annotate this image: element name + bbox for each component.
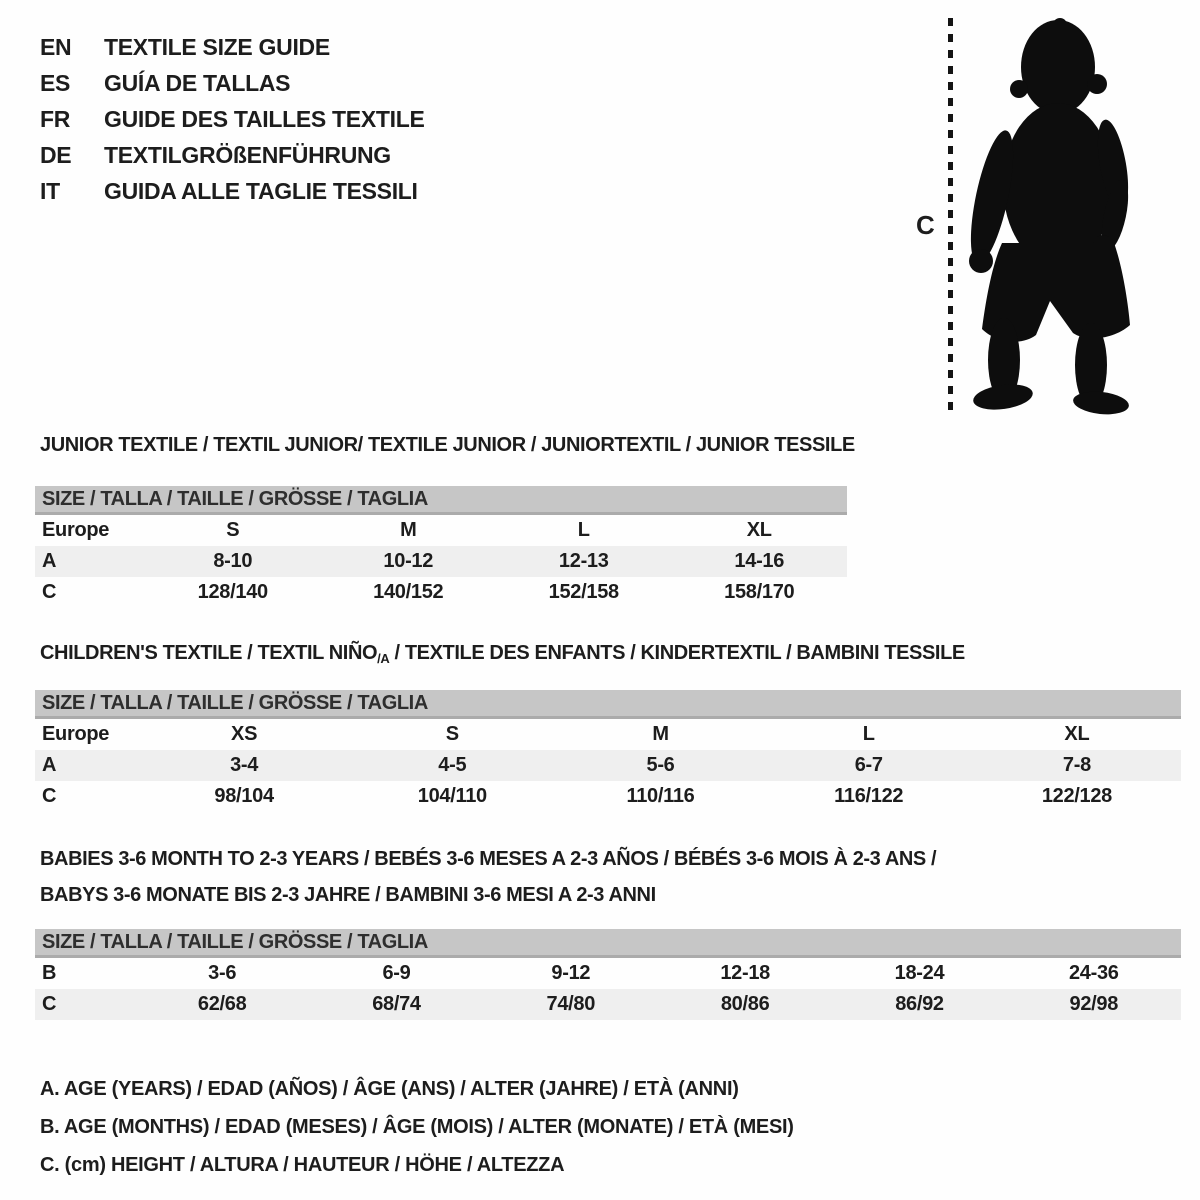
- table-cell: 116/122: [834, 785, 904, 807]
- lang-row-en: [40, 29, 425, 65]
- row-label: A: [42, 550, 57, 572]
- table-cell: 6-7: [854, 754, 883, 776]
- table-cell: 3-4: [230, 754, 259, 776]
- table-cell: M: [652, 723, 669, 745]
- table-cell: 12-13: [558, 550, 609, 572]
- lang-row-it: [40, 173, 425, 209]
- babies-size-table: [35, 929, 1181, 1020]
- row-label: C: [42, 785, 57, 807]
- table-cell: 110/116: [626, 785, 695, 807]
- legend-line-a: A. AGE (YEARS) / EDAD (AÑOS) / ÂGE (ANS) / ALTER (JAHRE) / ETÀ (ANNI): [40, 1078, 739, 1100]
- table-cell: 3-6: [208, 962, 237, 984]
- measurement-legend: [40, 1070, 794, 1184]
- lang-title: TEXTILGRÖßENFÜHRUNG: [104, 141, 391, 168]
- baby-silhouette-icon: [962, 14, 1137, 416]
- table-cell: M: [400, 519, 417, 541]
- row-label: C: [42, 993, 57, 1015]
- table-row-height: [35, 577, 847, 608]
- lang-title: GUIDE DES TAILLES TEXTILE: [104, 105, 425, 132]
- table-cell: 8-10: [213, 550, 253, 572]
- table-cell: 14-16: [734, 550, 785, 572]
- table-cell: 12-18: [720, 962, 770, 984]
- table-cell: XL: [1064, 723, 1090, 745]
- table-cell: 128/140: [197, 581, 268, 603]
- section-title-junior: JUNIOR TEXTILE / TEXTIL JUNIOR/ TEXTILE JUNIOR / JUNIORTEXTIL / JUNIOR TESSILE: [40, 434, 855, 456]
- language-title-block: [40, 29, 425, 209]
- lang-title: GUIDA ALLE TAGLIE TESSILI: [104, 177, 418, 204]
- row-label: Europe: [42, 723, 110, 745]
- table-cell: 74/80: [546, 993, 596, 1015]
- table-row-height: [35, 989, 1181, 1020]
- table-cell: 6-9: [382, 962, 411, 984]
- table-row-age: [35, 546, 847, 577]
- children-size-table: [35, 690, 1181, 812]
- section-title-children: [40, 642, 965, 666]
- table-cell: 9-12: [551, 962, 591, 984]
- section-title-babies-line1: BABIES 3-6 MONTH TO 2-3 YEARS / BEBÉS 3-6 MESES A 2-3 AÑOS / BÉBÉS 3-6 MOIS À 2-3 ANS /: [40, 848, 937, 870]
- table-row-height: [35, 781, 1181, 812]
- row-label: A: [42, 754, 57, 776]
- row-label: C: [42, 581, 57, 603]
- table-cell: 10-12: [383, 550, 434, 572]
- lang-title: TEXTILE SIZE GUIDE: [104, 33, 330, 60]
- table-cell: 122/128: [1041, 785, 1113, 807]
- lang-code: IT: [40, 177, 60, 204]
- table-row-months: [35, 958, 1181, 989]
- lang-row-es: [40, 65, 425, 101]
- table-cell: 24-36: [1068, 962, 1119, 984]
- table-cell: 86/92: [895, 993, 944, 1015]
- lang-code: FR: [40, 105, 71, 132]
- legend-line-b: B. AGE (MONTHS) / EDAD (MESES) / ÂGE (MOIS) / ALTER (MONATE) / ETÀ (MESI): [40, 1116, 794, 1138]
- junior-size-table: [35, 486, 847, 608]
- lang-row-fr: [40, 101, 425, 137]
- table-header: SIZE / TALLA / TAILLE / GRÖSSE / TAGLIA: [35, 929, 1181, 958]
- table-cell: 7-8: [1062, 754, 1091, 776]
- legend-line-c: C. (cm) HEIGHT / ALTURA / HAUTEUR / HÖHE / ALTEZZA: [40, 1154, 565, 1176]
- table-cell: L: [577, 519, 590, 541]
- table-cell: 158/170: [724, 581, 795, 603]
- table-cell: XS: [231, 723, 258, 745]
- table-cell: XL: [746, 519, 772, 541]
- lang-title: GUÍA DE TALLAS: [104, 69, 291, 96]
- table-row-europe: [35, 515, 847, 546]
- table-cell: 152/158: [548, 581, 619, 603]
- table-cell: 62/68: [197, 993, 247, 1015]
- table-cell: S: [445, 723, 459, 745]
- row-label: B: [42, 962, 57, 984]
- table-cell: 98/104: [214, 785, 274, 807]
- table-cell: 4-5: [438, 754, 467, 776]
- title-part: / TEXTILE DES ENFANTS / KINDERTEXTIL / BAMBINI TESSILE: [389, 642, 965, 664]
- height-measure-label: C: [916, 210, 935, 240]
- table-cell: 80/86: [720, 993, 770, 1015]
- table-cell: 140/152: [373, 581, 444, 603]
- table-row-europe: [35, 719, 1181, 750]
- table-cell: L: [862, 723, 875, 745]
- height-measure-dashed-line: [948, 18, 953, 415]
- table-cell: 104/110: [417, 785, 487, 807]
- section-title-babies-line2: BABYS 3-6 MONATE BIS 2-3 JAHRE / BAMBINI 3-6 MESI A 2-3 ANNI: [40, 884, 656, 906]
- table-header: SIZE / TALLA / TAILLE / GRÖSSE / TAGLIA: [35, 486, 847, 515]
- table-cell: 68/74: [372, 993, 421, 1015]
- table-cell: S: [226, 519, 240, 541]
- table-cell: 18-24: [894, 962, 945, 984]
- row-label: Europe: [42, 519, 110, 541]
- table-header: SIZE / TALLA / TAILLE / GRÖSSE / TAGLIA: [35, 690, 1181, 719]
- title-part: CHILDREN'S TEXTILE / TEXTIL NIÑO: [40, 642, 378, 664]
- table-row-age: [35, 750, 1181, 781]
- table-cell: 5-6: [646, 754, 675, 776]
- lang-code: DE: [40, 141, 72, 168]
- lang-code: ES: [40, 69, 71, 96]
- lang-code: EN: [40, 33, 72, 60]
- lang-row-de: [40, 137, 425, 173]
- table-cell: 92/98: [1069, 993, 1119, 1015]
- title-part-sub: /A: [377, 651, 390, 666]
